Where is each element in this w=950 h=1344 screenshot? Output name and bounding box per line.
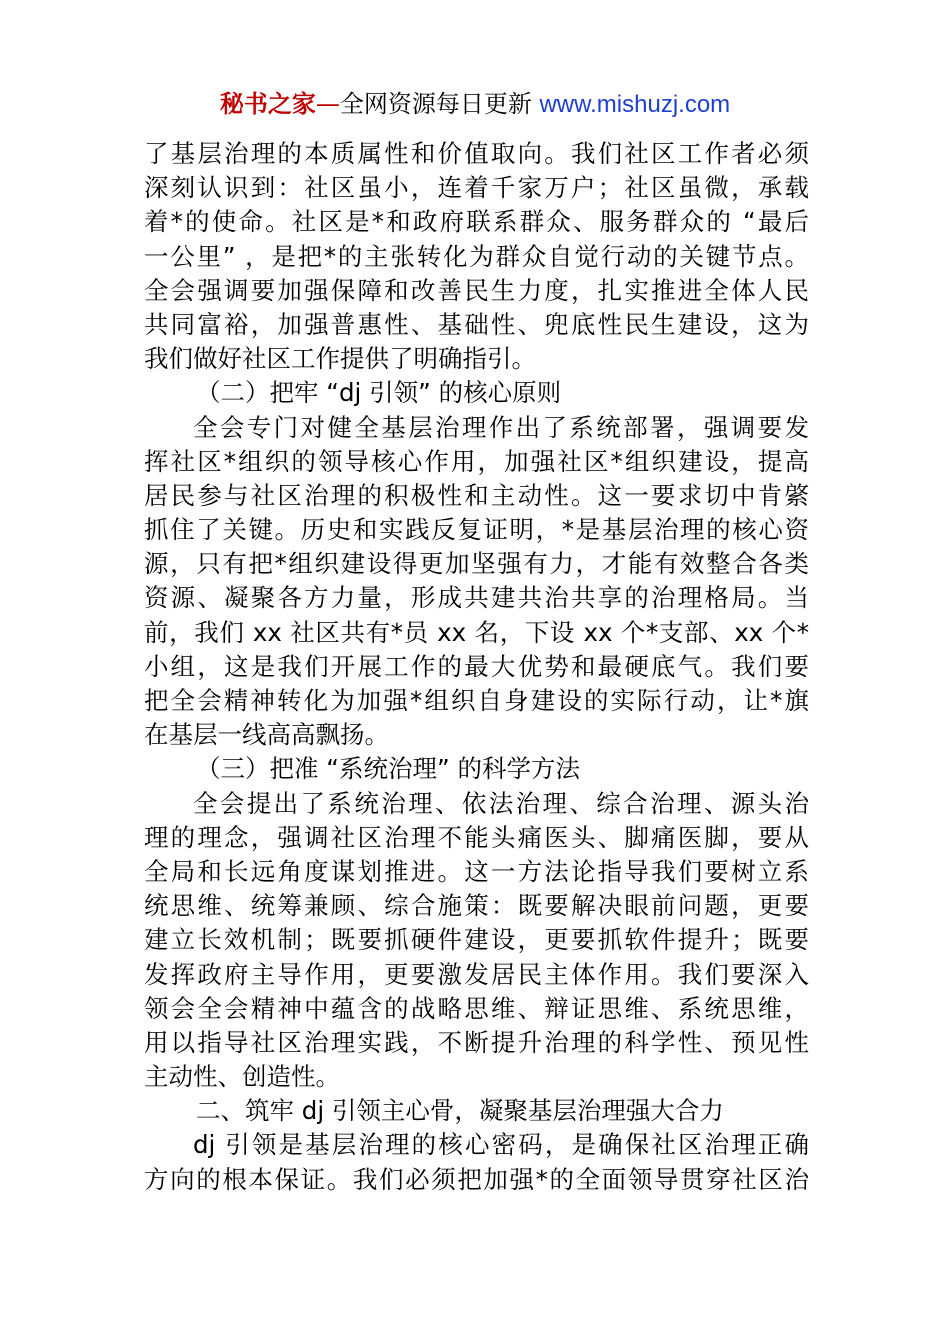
site-url: www.mishuzj.com (539, 91, 731, 118)
text-line: 全会提出了系统治理、依法治理、综合治理、源头治 (193, 788, 809, 818)
text-line: 全会专门对健全基层治理作出了系统部署，强调要发 (193, 412, 809, 442)
text-line: 了基层治理的本质属性和价值取向。我们社区工作者必须 (144, 139, 809, 168)
brand-name: 秘书之家 (219, 90, 316, 118)
text-line: 全局和长远角度谋划推进。这一方法论指导我们要树立系 (144, 856, 809, 886)
text-line: 抓住了关键。历史和实践反复证明，*是基层治理的核心资 (144, 515, 809, 545)
text-line: 在基层一线高高飘扬。 (144, 720, 389, 750)
text-line: 把全会精神转化为加强*组织自身建设的实际行动，让*旗 (144, 686, 809, 715)
text-line: 挥社区*组织的领导核心作用，加强社区*组织建设，提高 (144, 446, 809, 476)
text-line: 我们做好社区工作提供了明确指引。 (144, 344, 536, 374)
text-line: 前，我们 xx 社区共有*员 xx 名，下设 xx 个*支部、xx 个* (144, 617, 809, 647)
text-line: dj 引领是基层治理的核心密码，是确保社区治理正确 (193, 1130, 809, 1160)
section-heading: （三）把准 “系统治理” 的科学方法 (196, 754, 580, 784)
header-dash: — (315, 90, 340, 118)
text-line: 小组，这是我们开展工作的最大优势和最硬底气。我们要 (144, 651, 809, 681)
text-line: 建立长效机制；既要抓硬件建设，更要抓软件提升；既要 (144, 925, 809, 955)
text-line: 一公里” ，是把*的主张转化为群众自觉行动的关键节点。 (144, 241, 809, 271)
text-line: 方向的根本保证。我们必须把加强*的全面领导贯穿社区治 (144, 1164, 809, 1194)
text-line: 发挥政府主导作用，更要激发居民主体作用。我们要深入 (144, 959, 809, 989)
text-line: 用以指导社区治理实践，不断提升治理的科学性、预见性 (144, 1027, 809, 1057)
section-heading: 二、筑牢 dj 引领主心骨，凝聚基层治理强大合力 (196, 1096, 724, 1126)
text-line: 领会全会精神中蕴含的战略思维、辩证思维、系统思维， (144, 993, 809, 1023)
section-heading: （二）把牢 “dj 引领” 的核心原则 (196, 378, 562, 408)
text-line: 统思维、统筹兼顾、综合施策：既要解决眼前问题，更要 (144, 891, 809, 921)
text-line: 深刻认识到：社区虽小，连着千家万户；社区虽微，承载 (144, 173, 809, 203)
text-line: 共同富裕，加强普惠性、基础性、兜底性民生建设，这为 (144, 309, 809, 339)
header-tagline: 全网资源每日更新 (339, 90, 532, 118)
body-text (144, 137, 809, 1197)
text-line: 居民参与社区治理的积极性和主动性。这一要求切中肯綮 (144, 480, 809, 510)
page-header (0, 88, 950, 121)
text-line: 理的理念，强调社区治理不能头痛医头、脚痛医脚，要从 (144, 822, 809, 852)
text-line: 源，只有把*组织建设得更加坚强有力，才能有效整合各类 (144, 549, 809, 579)
text-line: 资源、凝聚各方力量，形成共建共治共享的治理格局。当 (144, 583, 809, 613)
text-line: 全会强调要加强保障和改善民生力度，扎实推进全体人民 (144, 275, 809, 305)
text-line: 主动性、创造性。 (144, 1062, 340, 1092)
text-line: 着*的使命。社区是*和政府联系群众、服务群众的 “最后 (144, 207, 809, 237)
